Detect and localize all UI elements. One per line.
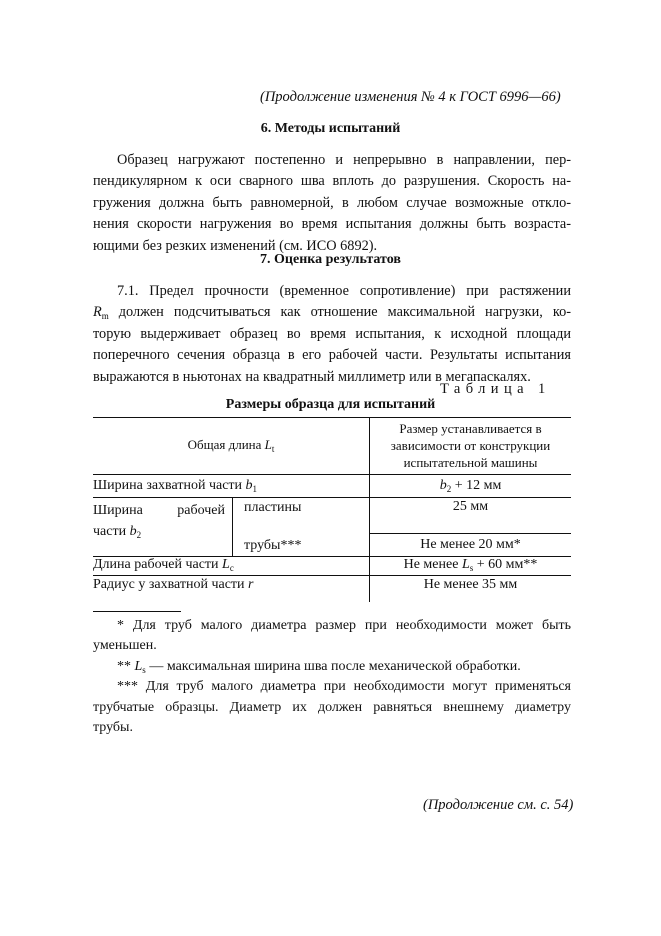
table-rule <box>93 575 571 576</box>
symbol-lt-subscript: t <box>271 444 275 454</box>
footnote-1-line: * Для труб малого диаметра размер при необходимости может быть <box>117 618 571 633</box>
section-7-heading: 7. Оценка результатов <box>260 252 401 267</box>
table-header-left-text: Общая длина <box>187 437 265 452</box>
section-7-line: 7.1. Предел прочности (временное сопротивление) при растяжении <box>117 283 571 299</box>
row-work-length-label <box>93 557 234 573</box>
table-header-right-line: зависимости от конструкции <box>390 438 551 453</box>
row-work-width-word: Ширина <box>93 503 143 518</box>
symbol-ls-subscript: s <box>469 563 474 573</box>
row-work-width-label <box>93 500 225 542</box>
row-work-width-word: рабочей <box>177 503 225 518</box>
continuation-header: (Продолжение изменения № 4 к ГОСТ 6996—66) <box>260 89 561 105</box>
section-6-line: Образец нагружают постепенно и непрерывно в направлении, пер- <box>117 152 571 168</box>
row-grip-width-value-text: + 12 мм <box>451 478 502 493</box>
continuation-footer: (Продолжение см. с. 54) <box>423 797 574 813</box>
section-7-line-text: должен подсчитываться как отношение максимальной нагрузки, ко- <box>108 304 571 321</box>
section-7-line: поперечного сечения образца в его рабочей части. Результаты испытания <box>93 347 571 364</box>
symbol-ls: L <box>134 658 143 674</box>
table-header-right <box>370 420 571 471</box>
table-rule-top <box>93 417 571 418</box>
symbol-r-subscript: m <box>101 311 109 322</box>
symbol-ls-subscript: s <box>142 664 146 675</box>
section-6-line: гружения должна быть равномерной, в любом случае возможные откло- <box>93 194 571 211</box>
symbol-r: R <box>93 304 102 321</box>
footnote-1-line: уменьшен. <box>93 638 157 654</box>
symbol-lc-subscript: c <box>229 563 234 573</box>
row-work-width-line1 <box>93 500 225 521</box>
section-6-line: ющими без резких изменений (см. ИСО 6892). <box>93 237 378 254</box>
section-7-line: выражаются в ньютонах на квадратный миллиметр или в мегапаскалях. <box>93 368 531 385</box>
section-6-line: нения скорости нагружения во время испытания должны быть возраста- <box>93 216 571 233</box>
table-title: Размеры образца для испытаний <box>225 397 436 412</box>
row-work-length-value <box>370 557 571 573</box>
row-radius-text: Радиус у захватной части <box>93 577 249 592</box>
section-6-line: пендикулярном к оси сварного шва вплоть до разрушения. Скорость на- <box>93 173 571 190</box>
symbol-b2: b <box>439 478 447 493</box>
footnotes <box>93 616 571 738</box>
row-work-width-line2-text: части <box>93 524 130 539</box>
table-header-right-line: испытательной машины <box>403 455 538 470</box>
symbol-lt: L <box>264 437 272 452</box>
row-grip-width-value <box>370 478 571 494</box>
symbol-b1-subscript: 1 <box>252 484 258 494</box>
section-6-heading: 6. Методы испытаний <box>260 121 401 136</box>
footnote-2-prefix: ** <box>117 658 135 674</box>
row-work-length-text: Длина рабочей части <box>93 557 223 572</box>
symbol-b2: b <box>129 524 137 539</box>
row-radius-value: Не менее 35 мм <box>423 577 518 592</box>
symbol-b2-subscript: 2 <box>446 484 452 494</box>
table-header-right-line: Размер устанавливается в <box>399 421 542 436</box>
row-grip-width-text: Ширина захватной части <box>93 478 246 493</box>
table-rule <box>93 497 571 498</box>
footnote-3-line: *** Для труб малого диаметра при необходимости могут применяться <box>117 679 571 695</box>
row-work-width-line2 <box>93 521 225 542</box>
row-work-length-value-text: + 60 мм** <box>473 557 538 572</box>
footnote-separator <box>93 611 181 612</box>
symbol-ls: L <box>461 557 470 572</box>
symbol-lc: L <box>222 557 230 572</box>
footnote-3-line: трубчатые образцы. Диаметр их должен равняться внешнему диаметру <box>93 699 571 715</box>
footnote-3-line: трубы. <box>93 720 133 736</box>
footnote-2-text: — максимальная ширина шва после механической обработки. <box>145 658 521 674</box>
row-tubes-value: Не менее 20 мм* <box>420 537 521 552</box>
row-work-length-value-prefix: Не менее <box>403 557 462 572</box>
row-radius-label <box>93 577 254 593</box>
row-grip-width-label <box>93 478 257 494</box>
table-divider-vertical <box>232 497 233 556</box>
symbol-r: r <box>248 577 254 592</box>
table-header-left <box>93 437 369 453</box>
section-7-line: торую выдерживает образец во время испытания, к исходной площади <box>93 325 571 342</box>
table-rule-header-bottom <box>93 474 571 475</box>
row-tubes-label: трубы*** <box>244 538 302 553</box>
footnote-2 <box>93 657 571 677</box>
symbol-b2-subscript: 2 <box>136 530 142 540</box>
table-rule <box>369 533 571 534</box>
row-plates-value: 25 мм <box>452 499 489 514</box>
symbol-b1: b <box>245 478 253 493</box>
table-number: Таблица 1 <box>440 381 551 397</box>
row-plates-label: пластины <box>244 500 302 515</box>
